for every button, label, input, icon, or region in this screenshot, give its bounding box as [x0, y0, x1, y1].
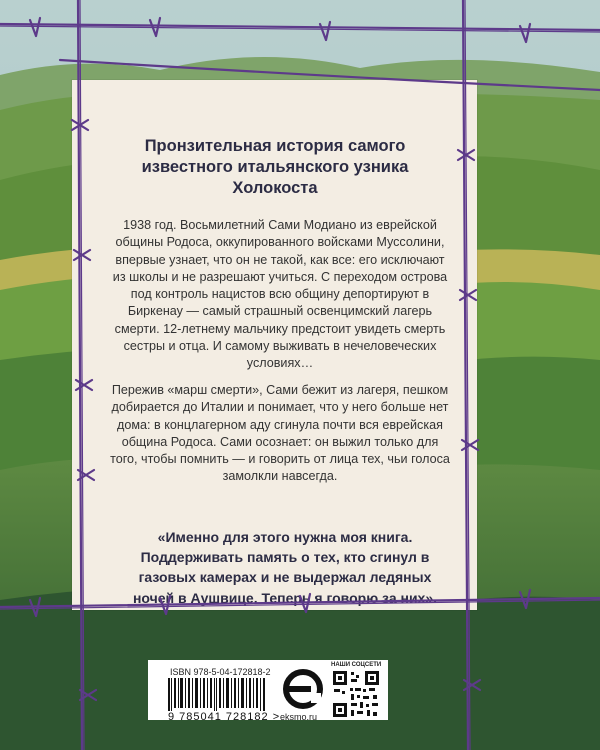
synopsis-paragraph-2: Пережив «марш смерти», Сами бежит из лагеря, пешком добирается до Италии и понимает, что у него больше нет дома: в концлагерном аду сгинула почти вся еврейская община Родоса. Сами осознает: он выжил только для того, чтобы помнить — и говорить от лица тех, чьи голоса замолкли навсегда. [110, 383, 450, 484]
book-tagline: Пронзительная история самого известного итальянского узника Холокоста [141, 137, 409, 197]
isbn-label: ISBN 978-5-04-172818-2 [170, 667, 271, 677]
synopsis-paragraph-1: 1938 год. Восьмилетний Сами Модиано из еврейской общины Родоса, оккупированного войсками Муссолини, впервые узнает, что он не такой, как все: его исключают из школы и не разрешают учиться. С переходом острова под контроль нацистов всю общину депортируют в Биркенау — самый страшный освенцимский лагерь смерти. 12-летнему мальчику предстоит увидеть смерть сестры и отца. И самому выживать в нечеловеческих условиях… [112, 218, 448, 371]
social-label: НАШИ СОЦСЕТИ [331, 662, 382, 668]
barcode-number: 9 785041 728182 > [168, 711, 281, 723]
qr-code-icon [331, 669, 381, 719]
author-quote: «Именно для этого нужна моя книга. Поддерживать память о тех, кто сгинул в газовых камерах и не выдержал ледяных ночей в Аушвице. Теперь я говорю за них». [132, 529, 438, 606]
publisher-site: eksmo.ru [280, 712, 318, 722]
barcode-bars [168, 678, 268, 711]
